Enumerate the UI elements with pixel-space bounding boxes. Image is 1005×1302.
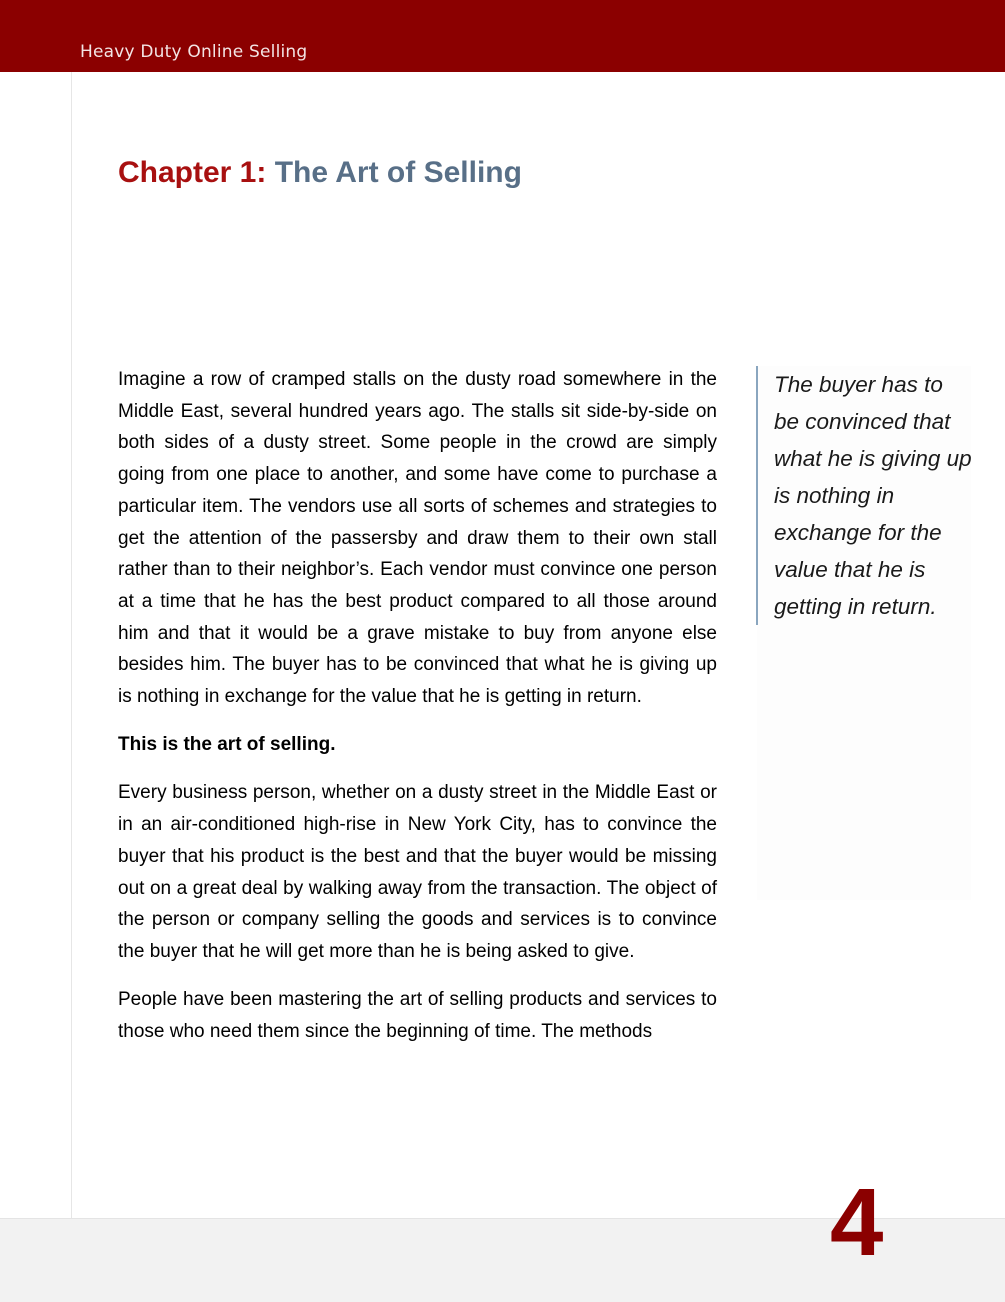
- body-text: [118, 364, 717, 1064]
- page-number: 4: [830, 1169, 884, 1276]
- chapter-label: Chapter 1:: [118, 156, 267, 189]
- chapter-title: The Art of Selling: [274, 156, 522, 189]
- header-bar: [0, 0, 1005, 72]
- paragraph-intro: Imagine a row of cramped stalls on the dusty road somewhere in the Middle East, several hundred years ago. The stalls sit side-by-side on both sides of a dusty street. Some people in the crowd are simply going from one place to another, and some have come to purchase a particular item. The vendors use all sorts of schemes and strategies to get the attention of the passersby and draw them to their own stall rather than to their neighbor’s. Each vendor must convince one person at a time that he has the best product compared to all those around him and that it would be a grave mistake to buy from anyone else besides him. The buyer has to be convinced that what he is giving up is nothing in exchange for the value that he is getting in return.: [118, 369, 717, 708]
- chapter-heading: [118, 155, 522, 191]
- pull-quote: The buyer has to be convinced that what he is giving up is nothing in exchange for the value that he is getting in return.: [756, 366, 974, 625]
- margin-rule: [71, 72, 72, 1218]
- book-title: Heavy Duty Online Selling: [80, 42, 308, 62]
- paragraph-emphasis: This is the art of selling.: [118, 734, 336, 756]
- paragraph-history: People have been mastering the art of selling products and services to those who need them since the beginning of time. The methods: [118, 989, 717, 1042]
- paragraph-business: Every business person, whether on a dusty street in the Middle East or in an air-conditioned high-rise in New York City, has to convince the buyer that his product is the best and that the buyer would be missing out on a great deal by walking away from the transaction. The object of the person or company selling the goods and services is to convince the buyer that he will get more than he is being asked to give.: [118, 782, 717, 962]
